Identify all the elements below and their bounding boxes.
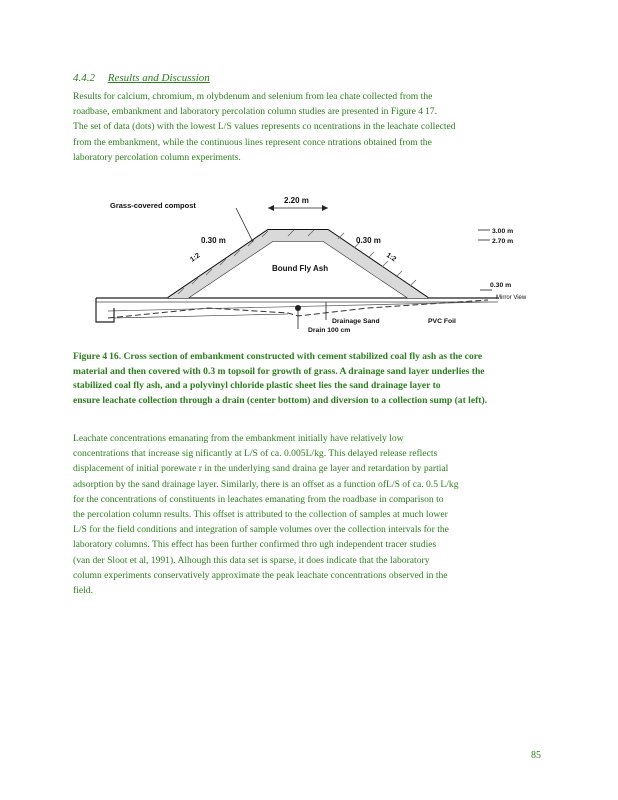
label-base-thickness: 0.30 m [490, 282, 512, 289]
compost-pointer [236, 208, 253, 242]
caption-line: Figure 4 16. Cross section of embankment constructed with cement stabilized coal fly ash as the core [73, 351, 483, 362]
text-line: roadbase, embankment and laboratory percolation column studies are presented in Figure 4 17. [73, 106, 437, 118]
text-line: concentrations that increase sig nificantly at L/S of ca. 0.005L/kg. This delayed release reflects [73, 448, 438, 460]
text-line: for the concentrations of constituents in leachates emanating from the roadbase in comparison to [73, 493, 444, 505]
section-heading [73, 72, 210, 84]
caption-line: ensure leachate collection through a drain (center bottom) and diversion to a collection sump (at left). [73, 394, 488, 406]
crest-dim-arrow-right [322, 205, 328, 211]
label-right-slope: 1:2 [384, 251, 398, 264]
label-pvc-foil: PVC Foil [428, 318, 456, 325]
text-line: laboratory percolation column experiments. [73, 151, 241, 163]
embankment-cross-section-figure [88, 190, 543, 340]
text-line: the percolation column results. This offset is attributed to the collection of samples at much lower [73, 509, 448, 521]
label-mirror-view: Mirror View [496, 295, 527, 301]
text-line: The set of data (dots) with the lowest L/S values represents co ncentrations in the leachate collected [73, 121, 456, 133]
page-number: 85 [531, 750, 541, 761]
text-line: Leachate concentrations emanating from the embankment initially have relatively low [73, 433, 404, 444]
label-drain: Drain 100 cm [308, 327, 351, 334]
section-number: 4.4.2 [73, 72, 95, 84]
text-line: (van der Sloot et al, 1991). Alhough this data set is sparse, it does indicate that the laboratory [73, 554, 430, 566]
text-line: laboratory columns. This effect has been further confirmed thro ugh independent tracer studies [73, 539, 437, 551]
text-line: adsorption by the sand drainage layer. Similarly, there is an offset as a function ofL/S of ca. 0.5 L/kg [73, 478, 459, 490]
paragraph-leachate [73, 431, 545, 598]
label-right-thickness: 0.30 m [356, 236, 381, 245]
text-line: field. [73, 585, 93, 597]
text-line: L/S for the field conditions and integration of sample volumes over the collection intervals for the [73, 524, 449, 536]
label-height-second: 2.70 m [492, 238, 514, 245]
paragraph-intro [73, 89, 545, 165]
text-line: column experiments conservatively approximate the peak leachate concentrations observed in the [73, 569, 448, 581]
caption-line: stabilized coal fly ash, and a polyvinyl chloride plastic sheet lies the sand drainage layer to [73, 380, 441, 392]
label-left-thickness: 0.30 m [201, 236, 226, 245]
text-line: Results for calcium, chromium, m olybdenum and selenium from lea chate collected from the [73, 91, 433, 102]
figure-caption [73, 350, 553, 408]
label-grass-compost: Grass-covered compost [110, 201, 196, 210]
label-drainage-sand: Drainage Sand [332, 318, 380, 325]
text-line: from the embankment, while the continuous lines represent conce ntrations obtained from the [73, 136, 432, 148]
label-height-top: 3.00 m [492, 228, 514, 235]
section-title: Results and Discussion [107, 72, 210, 84]
crest-dim-arrow-left [268, 205, 274, 211]
drain-pipe [295, 305, 301, 311]
caption-line: material and then covered with 0.3 m topsoil for growth of grass. A drainage sand layer underlies the [73, 365, 485, 377]
text-line: displacement of initial porewate r in the underlying sand draina ge layer and retardation by partial [73, 463, 449, 475]
label-core: Bound Fly Ash [272, 264, 329, 273]
label-left-slope: 1:2 [189, 252, 202, 264]
label-crest-width: 2.20 m [284, 196, 309, 205]
